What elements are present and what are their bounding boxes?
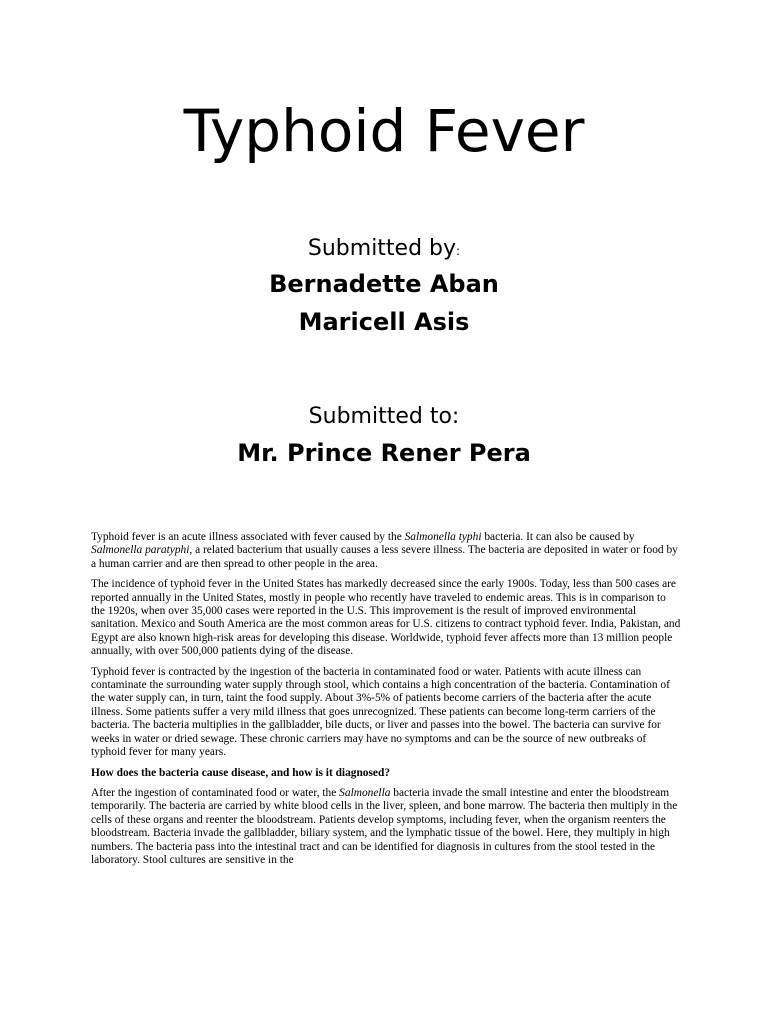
document-title: Typhoid Fever [183,97,585,165]
submitted-by-label [0,235,768,265]
submitted-by-text: Submitted by [307,236,457,261]
text-run: , a related bacterium that usually causes a less severe illness. The bacteria are deposited in water or food by a human carrier and are then spread to other people in the area. [91,544,678,570]
text-run: After the ingestion of contaminated food or water, the [91,786,340,799]
paragraph-incidence: The incidence of typhoid fever in the United States has markedly decreased since the early 1900s. Today, less than 500 cases are reported annually in the United States, mostly in people who recently have traveled to endemic areas. This is in comparison to the 1920s, when over 35,000 cases were reported in the U.S. This improvement is the result of improved environmental sanitation. Mexico and South America are the most common areas for U.S. citizens to contract typhoid fever. India, Pakistan, and Egypt are also known high-risk areas for developing this disease. Worldwide, typhoid fever affects more than 13 million people annually, with over 500,000 patients dying of the disease. [91,578,681,658]
text-run: bacteria. It can also be caused by [481,531,635,543]
author-name: Maricell Asis [298,308,470,336]
italic-term: Salmonella typhi [404,531,482,543]
text-run: Typhoid fever is an acute illness associated with fever caused by the [91,531,405,543]
submitted-by-colon: : [456,244,461,258]
text-run: bacteria invade the small intestine and enter the bloodstream temporarily. The bacteria are carried by white blood cells in the liver, spleen, and bone marrow. The bacteria then multiply in the cells of these organs and reenter the bloodstream. Patients develop symptoms, including fever, when the organism reenters the bloodstream. Bacteria invade the gallbladder, biliary system, and the lymphatic tissue of the bowel. Here, they multiply in high numbers. The bacteria pass into the intestinal tract and can be identified for diagnosis in cultures from the stool tested in the laboratory. Stool cultures are sensitive in the [91,786,678,866]
italic-term: Salmonella paratyphi [91,544,190,557]
author-list [0,265,768,341]
author-name: Bernadette Aban [269,270,499,298]
submitted-to-label: Submitted to: [308,404,460,429]
recipient-name: Mr. Prince Rener Pera [237,439,531,467]
paragraph-diagnosis [91,787,681,867]
italic-term: Salmonella [339,786,391,799]
paragraph-intro [91,531,681,571]
section-heading: How does the bacteria cause disease, and how is it diagnosed? [91,766,391,779]
paragraph-transmission: Typhoid fever is contracted by the ingestion of the bacteria in contaminated food or water. Patients with acute illness can contaminate the surrounding water supply through stool, which contains a high concentration of the bacteria. Contamination of the water supply can, in turn, taint the food supply. About 3%-5% of patients become carriers of the bacteria after the acute illness. Some patients suffer a very mild illness that goes unrecognized. These patients can become long-term carriers of the bacteria. The bacteria multiplies in the gallbladder, bile ducts, or liver and passes into the bowel. The bacteria can survive for weeks in water or dried sewage. These chronic carriers may have no symptoms and can be the source of new outbreaks of typhoid fever for many years. [91,665,670,759]
body-text [91,531,681,874]
